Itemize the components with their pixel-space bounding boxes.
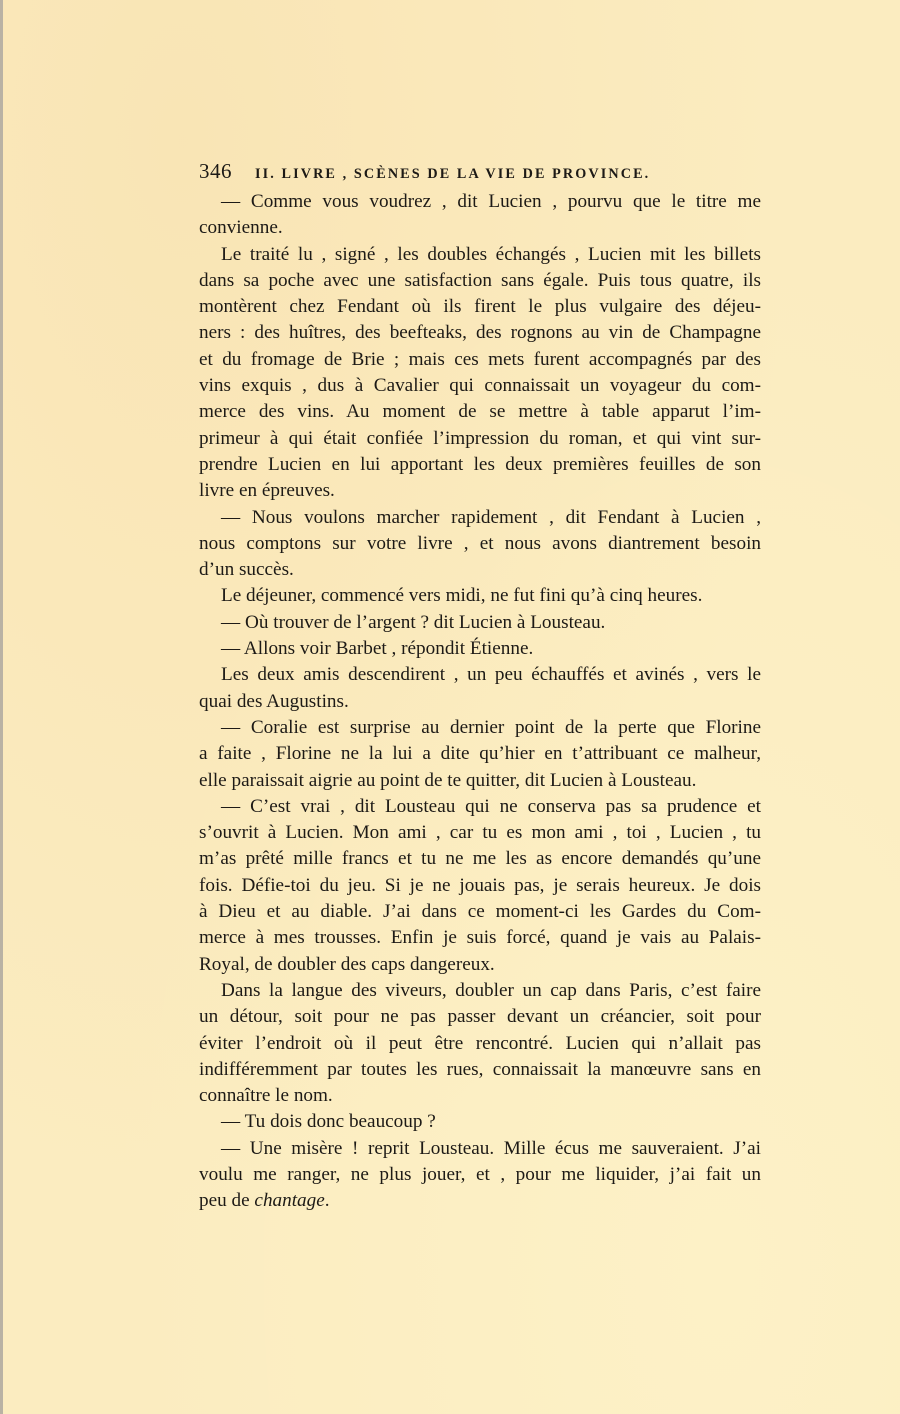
text-line: vins exquis , dus à Cavalier qui connaissait un voyageur du com- [199, 375, 761, 397]
paragraph [199, 636, 761, 662]
text-line: prendre Lucien en lui apportant les deux premières feuilles de son [199, 453, 761, 475]
paragraph [199, 1109, 761, 1135]
running-title: II. LIVRE , SCÈNES DE LA VIE DE PROVINCE. [255, 166, 651, 182]
text-line: Le déjeuner, commencé vers midi, ne fut fini qu’à cinq heures. [221, 585, 703, 607]
text-line: merce des vins. Au moment de se mettre à table apparut l’im- [199, 401, 761, 423]
text-line: à Dieu et au diable. J’ai dans ce moment-ci les Gardes du Com- [199, 901, 761, 923]
text-line: quai des Augustins. [199, 690, 349, 712]
text-line: indifféremment par toutes les rues, connaissait la manœuvre sans en [199, 1058, 761, 1080]
text-line: connaître le nom. [199, 1085, 333, 1107]
text-line: — Allons voir Barbet , répondit Étienne. [221, 638, 534, 660]
paragraph [199, 662, 761, 715]
text-line: fois. Défie-toi du jeu. Si je ne jouais pas, je serais heureux. Je dois [199, 874, 761, 896]
text-line: livre en épreuves. [199, 480, 335, 502]
text-line: s’ouvrit à Lucien. Mon ami , car tu es mon ami , toi , Lucien , tu [199, 822, 761, 844]
text-line: — Nous voulons marcher rapidement , dit Fendant à Lucien , [221, 506, 761, 528]
text-line: d’un succès. [199, 559, 294, 581]
paragraph [199, 794, 761, 978]
text-line: Dans la langue des viveurs, doubler un cap dans Paris, c’est faire [221, 979, 761, 1001]
running-head [199, 158, 761, 188]
text-fragment: peu de [199, 1190, 255, 1212]
text-line: — Tu dois donc beaucoup ? [221, 1111, 436, 1133]
paragraph [199, 583, 761, 609]
text-line: et du fromage de Brie ; mais ces mets furent accompagnés par des [199, 348, 761, 370]
text-line: m’as prêté mille francs et tu ne me les as encore demandés qu’une [199, 848, 761, 870]
text-line: dans sa poche avec une satisfaction sans égale. Puis tous quatre, ils [199, 269, 761, 291]
italic-term: chantage [254, 1190, 325, 1212]
text-line: nous comptons sur votre livre , et nous avons diantrement besoin [199, 532, 761, 554]
text-line: ners : des huîtres, des beefteaks, des rognons au vin de Champagne [199, 322, 761, 344]
text-line: — Coralie est surprise au dernier point de la perte que Florine [221, 716, 761, 738]
text-fragment: . [324, 1190, 330, 1212]
page-number: 346 [199, 159, 232, 183]
text-line: — Comme vous voudrez , dit Lucien , pourvu que le titre me [221, 191, 761, 212]
text-line: a faite , Florine ne la lui a dite qu’hier en t’attribuant ce malheur, [199, 743, 761, 765]
paragraph [199, 1136, 761, 1215]
paragraph [199, 715, 761, 794]
text-line: — Où trouver de l’argent ? dit Lucien à Lousteau. [221, 611, 606, 633]
text-line: montèrent chez Fendant où ils firent le plus vulgaire des déjeu- [199, 296, 761, 318]
text-line: Les deux amis descendirent , un peu échauffés et avinés , vers le [221, 664, 761, 686]
text-line: Royal, de doubler des caps dangereux. [199, 953, 495, 975]
text-line: — Une misère ! reprit Lousteau. Mille écus me sauveraient. J’ai [221, 1137, 761, 1159]
text-line: un détour, soit pour ne pas passer devant un créancier, soit pour [199, 1006, 761, 1028]
text-line: convienne. [199, 217, 283, 239]
text-line: primeur à qui était confiée l’impression du roman, et qui vint sur- [199, 427, 761, 449]
paragraph [199, 242, 761, 505]
text-line-final [199, 1188, 761, 1214]
text-line: — C’est vrai , dit Lousteau qui ne conserva pas sa prudence et [221, 795, 761, 817]
text-line: elle paraissait aigrie au point de te quitter, dit Lucien à Lousteau. [199, 769, 697, 791]
text-line: merce à mes trousses. Enfin je suis forcé, quand je vais au Palais- [199, 927, 761, 949]
paragraph [199, 505, 761, 584]
paragraph [199, 978, 761, 1109]
paragraph [199, 189, 761, 242]
text-line: voulu me ranger, ne plus jouer, et , pour me liquider, j’ai fait un [199, 1163, 761, 1185]
text-line: Le traité lu , signé , les doubles échangés , Lucien mit les billets [221, 243, 761, 265]
text-line: éviter l’endroit où il peut être rencontré. Lucien qui n’allait pas [199, 1032, 761, 1054]
page-text-block [199, 158, 761, 1215]
paragraph [199, 610, 761, 636]
